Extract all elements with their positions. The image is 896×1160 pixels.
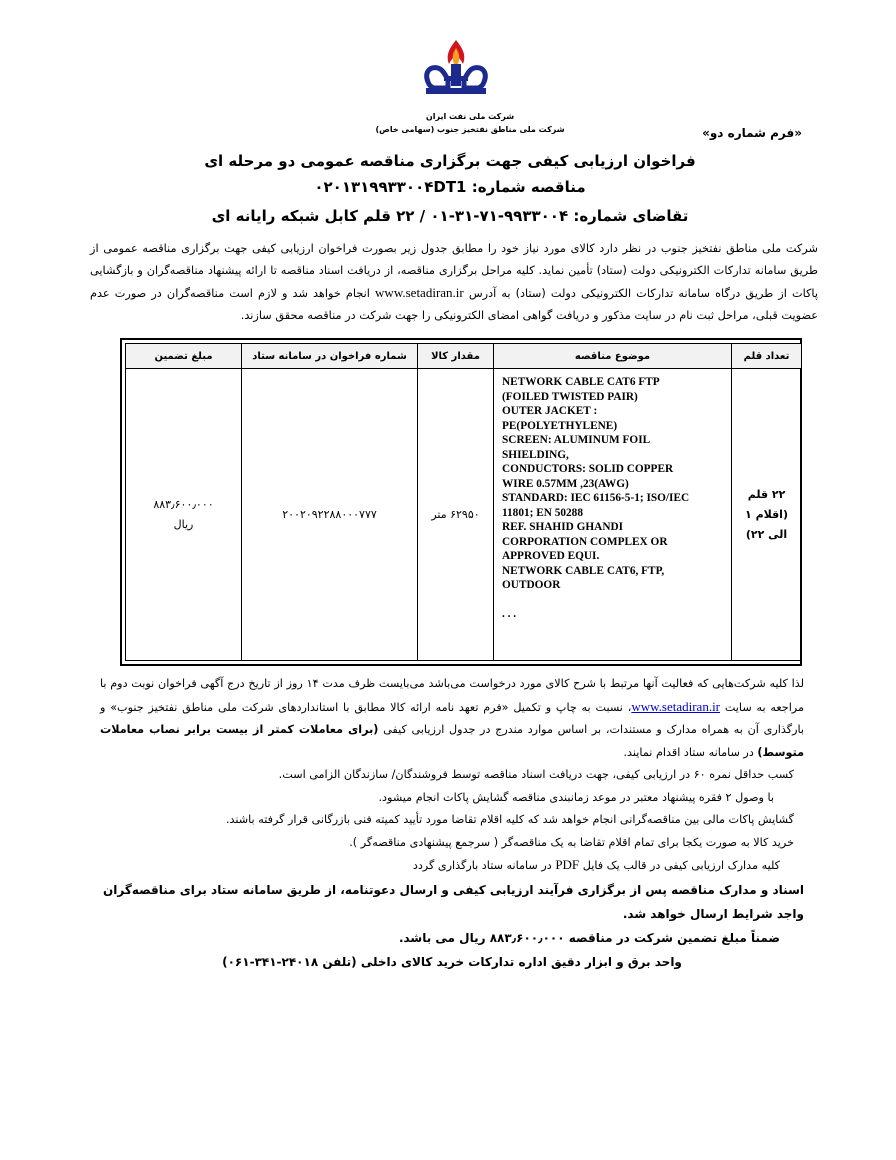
desc-line: NETWORK CABLE CAT6, FTP,: [502, 564, 665, 577]
count-line-3: الی ۲۲): [745, 527, 788, 541]
line-purchase: خرید کالا به صورت یکجا برای تمام اقلام تقاضا به یک مناقصه‌گر ( سرجمع پیشنهادی مناقصه‌گر ).: [349, 835, 794, 849]
p1-url[interactable]: www.setadiran.ir: [631, 698, 721, 714]
desc-line: OUTDOOR: [502, 579, 561, 591]
desc-line: (FOILED TWISTED PAIR): [502, 390, 638, 403]
p1-text-b: ، نسبت به چاپ و تکمیل «فرم تعهد نامه ارائه کالا مطابق با استانداردهای شرکت ملی مناطق نفتخیز جنوب» و بارگذاری آن به همراه مدارک و مستندات، بر اساس موارد مندرج در جدول ارزیابی کیفی: [100, 700, 804, 736]
bold-note-documents: اسناد و مدارک مناقصه پس از برگزاری فرآیند ارزیابی کیفی و ارسال دعوتنامه، از طریق سامانه ستاد برای مناقصه‌گران واجد شرایط ارسال خواهد شد.: [103, 882, 804, 921]
intro-text-b: انجام خواهد شد و لازم است مناقصه‌گران در صورت عدم عضویت قبلی، مراحل ثبت نام در سایت مذکور و دریافت گواهی امضای الکترونیکی را جهت شرکت در مناقصه محقق سازند.: [90, 287, 818, 322]
desc-line: SCREEN: ALUMINUM FOIL: [502, 434, 651, 446]
count-line-1: ۲۲ قلم: [747, 487, 786, 501]
header-setad-number: شماره فراخوان در سامانه ستاد: [242, 344, 418, 369]
paragraph-1: [100, 673, 804, 764]
request-number: تقاضای شماره: ۹۹۳۳۰۰۴-۷۱-۳۱-۰۱ / ۲۲ قلم کابل شبکه رایانه ای: [211, 207, 689, 225]
desc-line: APPROVED EQUI.: [502, 550, 600, 562]
company-header: [360, 110, 580, 136]
desc-ellipsis: . . .: [502, 607, 517, 620]
p1-text-a: لذا کلیه شرکت‌هایی که فعالیت آنها مرتبط با شرح کالای مورد درخواست می‌باشد می‌بایست ظرف مدت ۱۴ روز از تاریخ درج آگهی فراخوان نوبت دوم با مراجعه به سایت: [100, 677, 804, 714]
header-guarantee: مبلغ تضمین: [126, 344, 242, 369]
cell-quantity: ۶۲۹۵۰ متر: [418, 369, 494, 661]
intro-paragraph: [90, 238, 818, 327]
line-pdf: [100, 854, 804, 878]
desc-line: PE(POLYETHYLENE): [502, 419, 618, 432]
line6-pdf: PDF: [555, 857, 580, 872]
tender-number: مناقصه شماره: ۰۲۰۱۳۱۹۹۳۳۰۰۴DT1: [314, 178, 586, 196]
intro-text-a: شرکت ملی مناطق نفتخیز جنوب در نظر دارد کالای مورد نیاز خود را مطابق جدول زیر بصورت فراخوان ارزیابی کیفی جهت برگزاری مناقصه عمومی از طریق سامانه تدارکات الکترونیکی دولت (ستاد) تأمین نماید. کلیه مراحل برگزاری مناقصه، از دریافت اسناد مناقصه تا ارائه پیشنهاد مناقصه‌گران و بازگشایی پاکات از طریق درگاه سامانه تدارکات الکترونیکی دولت (ستاد) به آدرس: [90, 242, 818, 300]
form-number: «فرم شماره دو»: [702, 126, 802, 140]
table-header-row: [126, 344, 802, 369]
header-subject: موضوع مناقصه: [494, 344, 732, 369]
table-row: [126, 369, 802, 661]
line-valid-offers: با وصول ۲ فقره پیشنهاد معتبر در موعد زمانبندی مناقصه گشایش پاکات انجام میشود.: [378, 790, 774, 804]
desc-line: WIRE 0.57MM ,23(AWG): [502, 477, 629, 490]
page-title: فراخوان ارزیابی کیفی جهت برگزاری مناقصه عمومی دو مرحله ای: [204, 152, 696, 170]
desc-line: OUTER JACKET :: [502, 405, 598, 417]
tender-table: [120, 338, 802, 666]
desc-line: REF. SHAHID GHANDI: [502, 521, 624, 533]
guarantee-amount: ۸۸۳٫۶۰۰٫۰۰۰: [153, 497, 214, 511]
line6-text-a: کلیه مدارک ارزیابی کیفی در قالب یک فایل: [582, 859, 780, 872]
line-financial-opening: گشایش پاکات مالی بین مناقصه‌گرانی انجام خواهد شد که کلیه اقلام تقاضا مورد تأیید کمیته فنی بازرگانی قرار گرفته باشند.: [225, 813, 794, 826]
count-line-2: (اقلام ۱: [745, 507, 788, 521]
bold-note-guarantee: ضمناً مبلغ تضمین شرکت در مناقصه ۸۸۳٫۶۰۰٫۰۰۰ ریال می باشد.: [398, 930, 780, 945]
desc-line: CORPORATION COMPLEX OR: [502, 535, 668, 548]
p1-bold: (برای معاملات کمتر از بیست برابر نصاب معاملات متوسط): [100, 723, 804, 759]
cell-guarantee: [126, 369, 242, 661]
cell-setad-number: ۲۰۰۲۰۹۲۲۸۸۰۰۰۷۷۷: [242, 369, 418, 661]
cell-count: [732, 369, 802, 661]
bold-note-contact: واحد برق و ابزار دقیق اداره تدارکات خرید کالای داخلی (تلفن ۲۴۰۱۸-۳۴۱-۰۶۱): [222, 954, 682, 969]
desc-line: NETWORK CABLE CAT6 FTP: [502, 376, 660, 388]
company-name: شرکت ملی نفت ایران: [425, 112, 515, 121]
p1-text-c: در سامانه ستاد اقدام نمایند.: [623, 745, 754, 759]
desc-line: CONDUCTORS: SOLID COPPER: [502, 463, 674, 475]
company-subname: شرکت ملی مناطق نفتخیز جنوب (سهامی خاص): [375, 125, 565, 134]
nioc-logo: [418, 38, 494, 100]
header-quantity: مقدار کالا: [418, 344, 494, 369]
cell-subject: [494, 369, 732, 661]
desc-line: SHIELDING,: [502, 448, 569, 461]
line6-text-b: در سامانه ستاد بارگذاری گردد: [412, 859, 552, 872]
header-count: تعداد قلم: [732, 344, 802, 369]
desc-line: 11801; EN 50288: [502, 506, 583, 519]
line-min-score: کسب حداقل نمره ۶۰ در ارزیابی کیفی، جهت دریافت اسناد مناقصه توسط فروشندگان/ سازندگان الزامی است.: [278, 768, 794, 781]
body-text: [100, 673, 804, 974]
guarantee-unit: ریال: [173, 517, 194, 531]
intro-url[interactable]: www.setadiran.ir: [375, 285, 464, 300]
desc-line: STANDARD: IEC 61156-5-1; ISO/IEC: [502, 492, 690, 504]
